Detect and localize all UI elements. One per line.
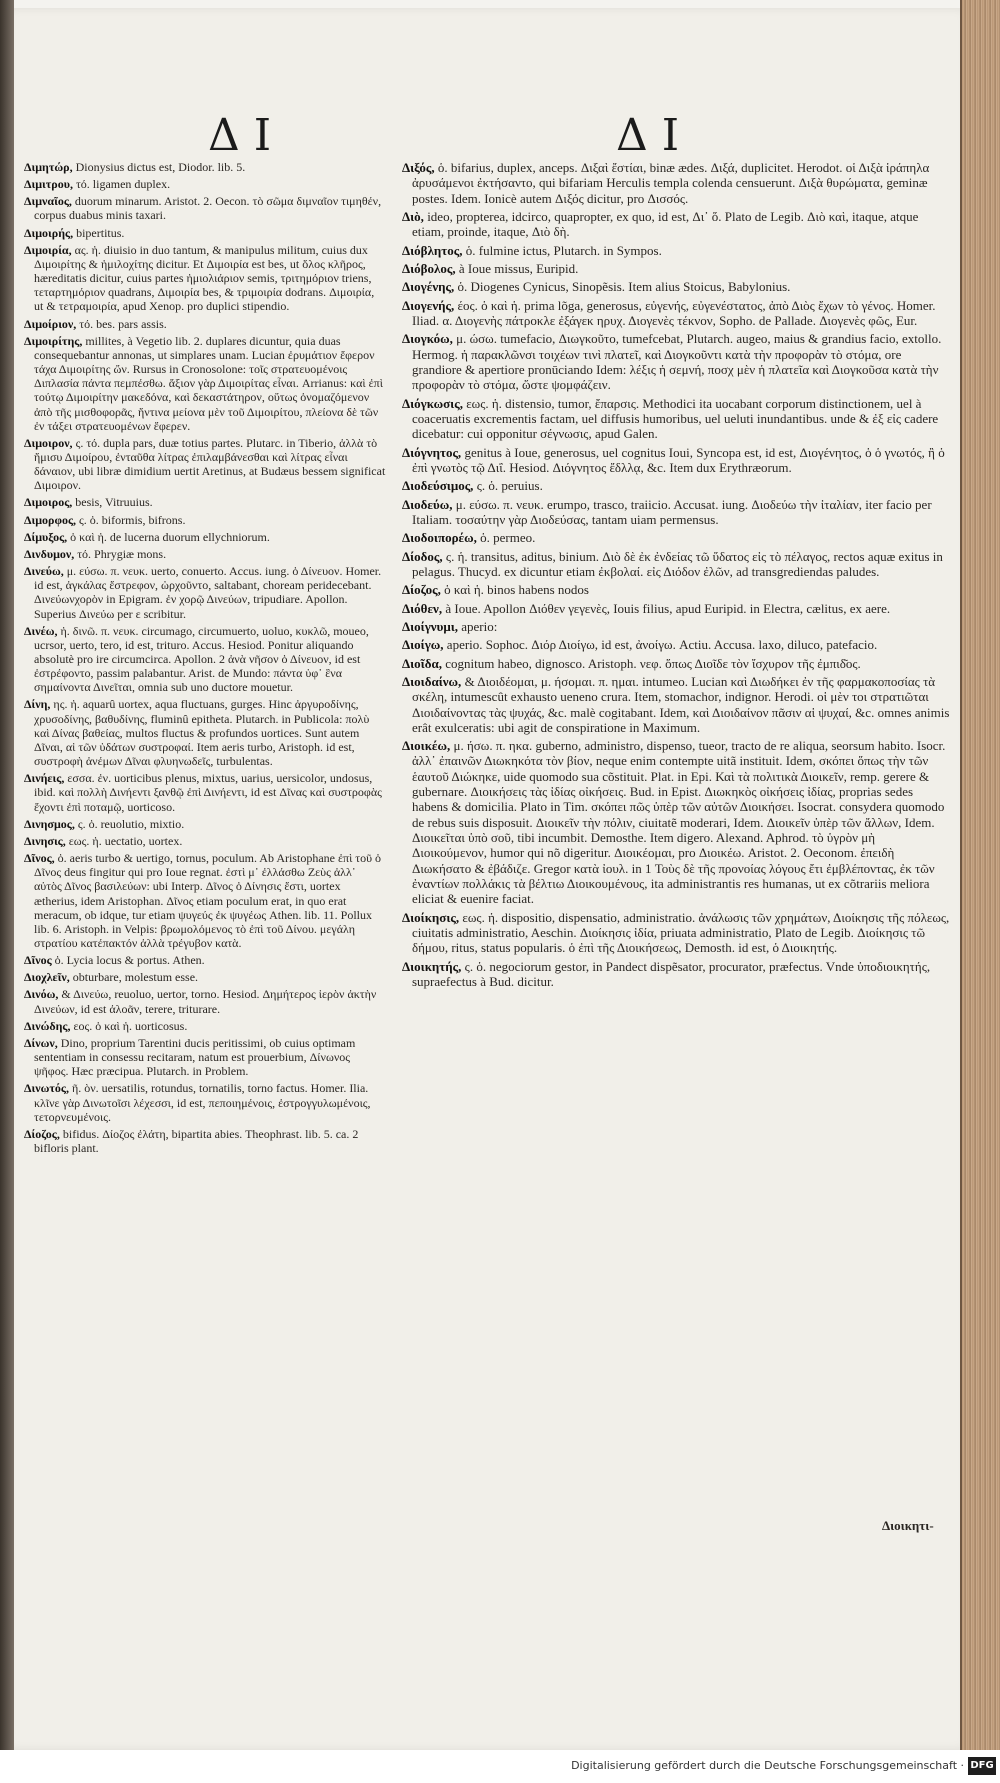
entry-headword: Διοδεύσιμος, [402, 478, 474, 494]
entry-definition: τό. ligamen duplex. [75, 177, 171, 192]
left-column [24, 160, 386, 1158]
dictionary-entry [24, 970, 386, 984]
entry-definition: ὁ. permeo. [480, 530, 536, 546]
entry-headword: Διοίγνυμι, [402, 618, 458, 634]
entry-headword: Δίοδος, [402, 548, 443, 564]
dictionary-entry [24, 624, 386, 695]
dictionary-entry [24, 564, 386, 621]
entry-headword: Δινεύω, [24, 564, 64, 579]
dictionary-entry [402, 530, 950, 545]
entry-headword: Διόβολος, [402, 260, 456, 276]
dictionary-entry [402, 478, 950, 493]
entry-definition: μ. εύσω. π. νευκ. erumpo, trasco, traiicio. Accusat. iung. Διοδεύω τὴν ἰταλίαν, iter facio per Italiam. τοσαύτην γὰρ Διοδεύσας, tantam uiam permensus. [412, 496, 932, 527]
entry-headword: Διμναῖος, [24, 194, 72, 209]
entry-headword: Διοδοιπορέω, [402, 530, 477, 546]
entry-headword: Διμητώρ, [24, 160, 73, 174]
dictionary-entry [24, 953, 386, 967]
dictionary-entry [24, 243, 386, 314]
dictionary-entry [24, 1081, 386, 1123]
dictionary-entry [24, 817, 386, 831]
entry-definition: ς. τό. dupla pars, duæ totius partes. Plutarc. in Tiberio, ἀλλὰ τὸ ἥμισυ Διμοίρου, ἐνταῦθα λίτρας ἐπιλαμβάνεσθαι καὶ λίτρας εἶναι δάναιον, ubi libræ dimidium uertit Aretinus, at Budæus bessem significat Διμοιρον. [34, 435, 386, 493]
entry-definition: ς. ἡ. transitus, aditus, binium. Διὸ δὲ ἐκ ἐνδείας τῶ ὕδατος εἰς τὸ πέλαγος, rectos aquæ exitus in pelagus. Thucyd. ex dicuntur etiam ἐκβολαί. εἰς Διόδον ἐλῶν, ad transgrediendas paludes. [412, 548, 943, 579]
entry-definition: ας. ἡ. diuisio in duo tantum, & manipulus militum, cuius dux Διμοιρίτης & ἡμιλοχίτης dicitur. Et Διμοιρία est bes, ut ὅλος κλῆρος, hæreditatis dicitur, cuius partes ἡμιολιάριον semis, τριτημόριον triens, τεταρτημόριον quadrans, Διμοιρία bes, & τριμοιρία dodrans. Διμοιρία, ut & τετραμοιρία, apud Xenop. pro duplici stipendio. [34, 242, 375, 314]
dictionary-entry [24, 513, 386, 527]
dictionary-entry [402, 396, 950, 442]
footer-bar [0, 1750, 1000, 1783]
entry-definition: ς. ὁ. negociorum gestor, in Pandect dispẽsator, procurator, præfectus. Vnde ὑποδιοικητής, supraefectus à Bud. dicitur. [412, 958, 931, 990]
entry-definition: ης. ἡ. aquarû uortex, aqua fluctuans, gurges. Hinc ἀργυροδίνης, χρυσοδίνης, βαθυδίνης, fluminû epitheta. Plutarch. in Publicola: πολὺ καὶ Δίνας βαθείας, multos fluctus & profundos uortices. Sunt autem Δῖναι, αἱ τῶν ὑδάτων συστροφαί. Item aeris turbo, Aristoph. id est, συστροφὴ ἀνέμων Δῖναι φλυηνωδεῖς, turbulentas. [34, 697, 370, 769]
entry-definition: ῆ. ὸν. uersatilis, rotundus, tornatilis, torno factus. Homer. Ilia. κλῖνε γὰρ Δινωτοῖσι λέχεσσι, id est, πεποιημένοις, ἐστρογγυλωμένοις, τετορνευμένοις. [34, 1081, 371, 1124]
dictionary-entry [402, 910, 950, 956]
entry-headword: Δίνη, [24, 697, 51, 712]
entry-definition: μ. ώσω. tumefacio, Διωγκοῦτο, tumefcebat, Plutarch. augeo, maius & grandius facio, extollo. Hermog. ἡ παρακλῶνσι τοιχέων τινὶ πλατεῖ, καὶ Διογκοῦντι κατὰ τὴν προφορὰν τὸ στόμα, ore grandiore & apertiore pronūciando Idem: λέξις ἡ σεμνή, ποσχ μὲν ἡ πλατεῖα καὶ Διογκοῦσα κατὰ τὴν προφορὰν τὸ στόμα, ὥστε ψομφάζειν. [412, 331, 942, 393]
dictionary-entry [402, 261, 950, 276]
dictionary-entry [24, 317, 386, 331]
dictionary-entry [402, 243, 950, 258]
entry-headword: Δίοζος, [402, 582, 441, 598]
entry-headword: Διοικητής, [402, 958, 462, 974]
dictionary-entry [402, 582, 950, 597]
dictionary-entry [24, 851, 386, 950]
dictionary-entry [24, 987, 386, 1015]
dictionary-entry [402, 738, 950, 907]
entry-headword: Διοικέω, [402, 738, 451, 754]
dictionary-entry [24, 334, 386, 433]
entry-definition: & Δινεύω, reuoluo, uertor, torno. Hesiod. Δημήτερος ἱερὸν ἀκτὴν Δινεύων, id est ἀλοᾶν, terere, triturare. [34, 987, 377, 1016]
entry-definition: εως. ἡ. distensio, tumor, ἔπαρσις. Methodici ita uocabant corporum distinctionem, uel à coaceruatis excrementis factam, uel diffusis humoribus, uel ueluti inundantibus. unde & ἐξ εἰς cadere dicebatur: cui opponitur σέγνωσις, apud Galen. [412, 395, 939, 442]
entry-definition: obturbare, molestum esse. [72, 970, 199, 985]
entry-headword: Διοῖδα, [402, 655, 442, 671]
dictionary-entry [402, 160, 950, 206]
entry-definition: ὁ. Lycia locus & portus. Athen. [54, 953, 205, 968]
entry-definition: ς. ὁ. biformis, bifrons. [79, 512, 186, 527]
entry-definition: duorum minarum. Aristot. 2. Oecon. τὸ σῶμα διμναῖον τιμηθέν, corpus duabus minis taxari. [34, 194, 382, 223]
entry-definition: ὁ. Diogenes Cynicus, Sinopẽsis. Item alius Stoicus, Babylonius. [457, 279, 791, 295]
entry-headword: Διογενής, [402, 297, 455, 313]
dictionary-entry [24, 226, 386, 240]
running-header-left: ΔΙ [208, 110, 286, 161]
dictionary-entry [402, 279, 950, 294]
entry-definition: genitus à Ioue, generosus, uel cognitus Ioui, Syncopa est, id est, Διογένητος, ὁ ὁ γνωτός, ἢ ὁ ἐπὶ γνωτὸς τῷ Διΐ. Hesiod. Διόγνητος ἔδλλᾳ, &c. Item dux Erythræorum. [412, 444, 945, 475]
entry-definition: ideo, propterea, idcirco, quapropter, ex quo, id est, Δι᾽ ὅ. Plato de Legib. Διὸ καὶ, itaque, atque etiam, proinde, itaque, Διὸ δὴ. [412, 208, 919, 240]
entry-headword: Δινδυμον, [24, 546, 75, 561]
entry-definition: cognitum habeo, dignosco. Aristoph. νεφ. ὅπως Διοῖδε τὸν ἴσχυρον τῆς ἐμπιδ͂ος. [445, 655, 861, 671]
entry-definition: μ. ήσω. π. ηκα. guberno, administro, dispenso, tueor, tracto de re aliqua, seorsum habito. Isocr. ἀλλ᾽ ἐπαινῶν Διωκηκότα τὸν βίον, neque enim contempte uitã instituit. Idem, σκόπει ὅπως τὴν τῶν ἑαυτοῦ Διώκηκε, uide quomodo sua cõstituit. Plat. in Epi. Καὶ τὰ πολιτικὰ Διοικεῖν, remp. gerere & gubernare. Διοικήσεις τὰς ἰδίας οἰκήσεις. Bud. in Epist. Διωκηκὸς οἰκήσεις ἰδίας, proprias sedes habens & domicilia. Plato in Tim. σκόπει πῶς ὑπὲρ τῶν αὐτῶν Διοικήσει. Isocrat. consydera quomodo de rebus suis disposuit. Διοικεῖν τὴν πόλιν, ciuitatẽ moderari, Idem. Διοικεῖν ὑπὲρ τῶν ἄλλων, Idem. Διοικεῖται ὑπὸ σοῦ, tibi incumbit. Demosthe. Item digero. Alexand. Aphrod. τὸ ὑγρὸν μὴ Διοικούμενον, humor qui nõ digeritur. Διοικέομαι, pro Διοικέω. Aristot. 2. Oeconom. ἐπειδὴ Διωκήσατο & ἐβάδιζε. Gregor κατὰ ἰουλ. in 1 Τοὺς δὲ τῆς προνοίας λόγους ἔτι ἐμβλέποντας, ἐκ τῶν ἐναντίων πολλάκις τὰ βέλτιω Διοικουμένους, ita administrantis res humanas, ut ex cõtrariis meliora eliciat & euenire faciat. [412, 738, 946, 907]
entry-headword: Δινόω, [24, 987, 59, 1002]
entry-headword: Διόγνητος, [402, 444, 462, 460]
entry-headword: Διογκόω, [402, 331, 453, 347]
dictionary-entry [402, 674, 950, 735]
entry-definition: Dionysius dictus est, Diodor. lib. 5. [75, 160, 246, 174]
dictionary-entry [24, 1019, 386, 1033]
entry-headword: Δῖνος [24, 953, 52, 968]
entry-headword: Διμοιρον, [24, 435, 73, 450]
entry-definition: à Ioue. Apollon Διόθεν γεγενὲς, Iouis filius, apud Euripid. in Electra, cælitus, ex aere. [445, 600, 891, 616]
entry-headword: Διμοιρής, [24, 225, 74, 240]
entry-headword: Διμορφος, [24, 512, 77, 527]
dictionary-entry [402, 331, 950, 392]
entry-definition: εσσα. ἐν. uorticibus plenus, mixtus, uarius, uersicolor, undosus, ibid. καὶ πολλὴ Δινήεντι ξανθῷ ἐπὶ Δινήεντι, id est Δῖνας καὶ συστροφὰς ἔχοντι ἐπὶ ποταμῷ, uorticoso. [34, 771, 382, 814]
dictionary-entry [402, 549, 950, 580]
entry-definition: τό. bes. pars assis. [79, 316, 167, 331]
entry-definition: besis, Vitruuius. [75, 495, 153, 510]
dictionary-entry [402, 209, 950, 240]
entry-headword: Διογένης, [402, 279, 455, 295]
entry-definition: ς. ὁ. reuolutio, mixtio. [77, 816, 185, 831]
entry-headword: Διμοιρία, [24, 242, 72, 257]
entry-definition: aperio: [461, 618, 498, 634]
catchword: Διοικητι- [882, 1518, 934, 1533]
entry-definition: εος. ὁ καὶ ἡ. uorticosus. [73, 1018, 188, 1033]
entry-definition: & Διοιδέομαι, μ. ήσομαι. π. ημαι. intumeo. Lucian καὶ Διωδήκει ἐν τῆς φαρμακοποσίας τὰ σκέλη, intumescût exhausto ueneno crura. Item, stomachor, indignor. Herodi. οἱ μὲν τοι στρατιῶται Διοιδαίνοντας τὰς ψυχάς, &c. malè cogitabant. Idem, καὶ Διοιδαίνον πᾶσιν αἱ ψυχαί, &c. omnes animis erât exulceratis: ubi agit de conspiratione in Maximum. [412, 673, 950, 735]
dictionary-entry [402, 601, 950, 616]
entry-headword: Διοιδαίνω, [402, 673, 462, 689]
entry-headword: Δίοζος, [24, 1126, 60, 1141]
dictionary-entry [402, 656, 950, 671]
entry-headword: Διὸ, [402, 208, 424, 224]
entry-definition: ἡ. δινῶ. π. νευκ. circumago, circumuerto, uoluo, κυκλῶ, moueo, ucrsor, uerto, tero, id est, trituro. Accus. Hesiod. Ponitur aliquando absolutè pro ire circumcirca. Apollon. 2 ἀνὰ νῆσον ὁ Δίνευον, id est ἐστρέφοντο, passim palabantur. Arist. de Mundo: πάντα ὑφ᾽ ἓνα σημαίνοντα Δινεῖται, omnia sub uno ductore mouetur. [34, 623, 369, 695]
dictionary-entry [24, 834, 386, 848]
entry-headword: Δίμυξος, [24, 529, 68, 544]
entry-headword: Δῖνος, [24, 851, 55, 866]
entry-headword: Διξός, [402, 160, 435, 175]
dictionary-entry [24, 160, 386, 174]
entry-definition: bipertitus. [76, 225, 125, 240]
dictionary-entry [24, 1127, 386, 1155]
entry-headword: Διόθεν, [402, 600, 443, 616]
entry-definition: bifidus. Δίοζος ἐλάτη, bipartita abies. Theophrast. lib. 5. ca. 2 bifloris plant. [34, 1126, 359, 1155]
dictionary-entry [24, 697, 386, 768]
entry-headword: Διόγκωσις, [402, 395, 463, 411]
entry-definition: Dino, proprium Tarentini ducis peritissimi, ob cuius optimam sententiam in consessu recitaram, natum est prouerbium, Δίνωνος ψῆφος. Hæc præcipua. Plutarch. in Problem. [34, 1035, 356, 1079]
entry-definition: τό. Phrygiæ mons. [77, 546, 167, 561]
right-column [402, 160, 950, 992]
dictionary-entry [402, 497, 950, 528]
entry-headword: Διμοιρος, [24, 495, 73, 510]
dictionary-entry [402, 959, 950, 990]
entry-definition: aperio. Sophoc. Διόρ Διοίγω, id est, ἀνοίγω. Actiu. Accusa. laxo, diluco, patefacio. [446, 637, 878, 653]
entry-definition: μ. εύσω. π. νευκ. uerto, conuerto. Accus. iung. ὁ Δίνευον. Homer. id est, ἀγκάλας ἔστρεφον, ὠρχοῦντο, saltabant, choream peridecebant. Δινεύωνχορὸν in Epigram. ἐν χορῷ Δινεύων, tripudiare. Apollon. Superius Δινεύω per ε scribitur. [34, 564, 382, 621]
entry-headword: Διοχλεῖν, [24, 970, 70, 985]
entry-definition: εως. ἡ. dispositio, dispensatio, administratio. ἀνάλωσις τῶν χρημάτων, Διοίκησις τῆς πόλεως, ciuitatis administratio, Aeschin. Διοίκησις ἰδία, priuata administratio, Plato de Legib. Διοίκησις τῶ δήμου, ritus, status popularis. ὁ ἐπὶ τῆς Διοικήσεως, Demosth. id est, ὁ Διοικητής. [412, 909, 950, 956]
dictionary-entry [402, 619, 950, 634]
entry-headword: Διμιτρου, [24, 177, 73, 192]
entry-definition: ς. ὁ. peruius. [476, 478, 543, 494]
dictionary-entry [402, 298, 950, 329]
dictionary-entry [24, 1036, 386, 1078]
entry-headword: Δινησις, [24, 833, 66, 848]
dictionary-entry [24, 771, 386, 813]
entry-headword: Διοίγω, [402, 637, 444, 653]
dictionary-entry [24, 436, 386, 493]
entry-headword: Διοδεύω, [402, 496, 453, 512]
entry-definition: millites, à Vegetio lib. 2. duplares dicuntur, quia duas consequebantur annonas, ut simplares unam. Lucian ἐρυμάτιον ἔφερον τάχα Διμοιρίτης ὤν. Rursus in Cronosolone: τοῖς στρατευομένοις Διπλασία πάντα πεμπέσθω. ἄξιον γὰρ Διμοιρίτας εἶναι. Arrianus: καὶ ἐπὶ τούτῳ Διμοιρίτην μακεδόνα, καὶ δεκαστάτηρον, οὕτως ὀνομαζόμενον ἀπὸ τῆς μισθοφορᾶς, ἥντινα μείονα μὲν τοῦ Διμοιρίτου, πλείονα δὲ τῶν ἐν τάξει στρατευομένων ἔφερεν. [34, 333, 383, 433]
dictionary-entry [24, 177, 386, 191]
entry-headword: Διόβλητος, [402, 242, 463, 258]
entry-definition: έος. ὁ καὶ ἡ. prima lõga, generosus, εὐγενής, εὐγενέστατος, ἀπὸ Διὸς ἔχων τὸ γένος. Homer. Iliad. α. Διογενὴς πάτροκλε ἐξάγεκ ηρυχ. Διογενὲς τέκνον, Sopho. de Pallade. Διογενὲς φῶς, Eur. [412, 297, 936, 328]
page-edges [960, 0, 1000, 1750]
entry-headword: Δινήεις, [24, 771, 65, 786]
dictionary-entry [24, 547, 386, 561]
entry-definition: à Ioue missus, Euripid. [458, 260, 579, 276]
dictionary-entry [402, 637, 950, 652]
entry-definition: ὁ. aeris turbo & uertigo, tornus, poculum. Ab Aristophane ἐπὶ τοῦ ὁ Δῖνος deus fingitur qui pro Ioue regnat. ἐστὶ μ᾽ ἐλλάσθω Ζεὺς ἀλλ᾽ αὐτὸς Δῖνος βασιλεύων: ubi Interp. Δῖνος ὁ Δίνησις ἔστι, uortex ætherius, idem Aristophan. Δῖνος etiam poculum erat, in quo erat meracum, ob idque, tur etiam ψυγεύς ἐκ ψυγέως Athen. lib. 11. Pollux lib. 6. Aristoph. in Velpis: βρωμολόμενος τὸ ἐπὶ τοῦ Δίνου. μεγάλη στρατίου κατέπακτόν ἀλλὰ τρέγυβον κατὰ. [34, 851, 382, 950]
entry-definition: ὁ καὶ ἡ. binos habens nodos [444, 582, 589, 598]
entry-headword: Διμοίριον, [24, 316, 77, 331]
dfg-logo: DFG [968, 1757, 996, 1775]
running-header-right: ΔΙ [616, 110, 694, 161]
dictionary-entry [24, 194, 386, 222]
entry-headword: Δίνων, [24, 1035, 58, 1050]
dictionary-entry [402, 445, 950, 476]
book-gutter [0, 0, 14, 1750]
entry-definition: εως. ἡ. uectatio, uortex. [68, 833, 183, 848]
dictionary-entry [24, 495, 386, 509]
footer-credit: Digitalisierung gefördert durch die Deutsche Forschungsgemeinschaft · [571, 1759, 964, 1772]
entry-headword: Δινωτός, [24, 1081, 69, 1096]
entry-headword: Διμοιρίτης, [24, 333, 83, 348]
entry-headword: Διοίκησις, [402, 909, 460, 925]
dictionary-entry [24, 530, 386, 544]
entry-headword: Δινέω, [24, 623, 58, 638]
entry-definition: ὁ. fulmine ictus, Plutarch. in Sympos. [465, 242, 662, 258]
entry-definition: ὁ. bifarius, duplex, anceps. Διξαὶ ἔστίαι, binæ ædes. Διξά, duplicitet. Herodot. οἱ Διξὰ ἱράπηλα ἀρυσάμενοι ἐκτήσαντο, qui bifariam Herculis templa colenda censuerunt. Διξὰ θυρώματα, geminæ postes. Idem. Ionicè autem Διξός dicitur, pro Δισσός. [412, 160, 930, 206]
entry-definition: ὁ καὶ ἡ. de lucerna duorum ellychniorum. [70, 529, 270, 544]
entry-headword: Δινώδης, [24, 1018, 71, 1033]
entry-headword: Δινησμος, [24, 816, 75, 831]
